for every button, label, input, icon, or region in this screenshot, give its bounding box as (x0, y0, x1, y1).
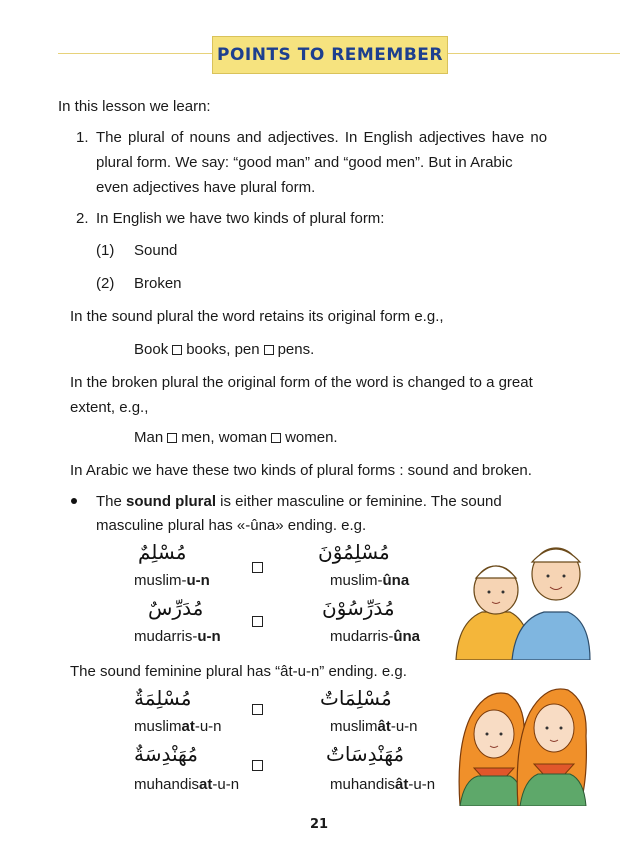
arrow-box-icon (252, 760, 263, 771)
intro-text: In this lesson we learn: (58, 98, 211, 115)
point1-line1: The plural of nouns and adjectives. In English adjectives have no (96, 129, 548, 146)
transliteration-singular: muslim-u-n (134, 572, 210, 589)
example-broken (134, 428, 338, 448)
arrow-box-icon (271, 433, 281, 443)
broken-line1: In the broken plural the original form of the word is changed to a great (70, 374, 533, 391)
sound-plural-term: sound plural (126, 493, 217, 510)
page-title: POINTS TO REMEMBER (217, 45, 443, 65)
transliteration-plural: muhandisât-u-n (330, 776, 436, 793)
header-rule-left (58, 53, 212, 54)
sound-definition-line2: masculine plural has «-ûna» ending. e.g. (96, 517, 367, 534)
point1-number: 1. (76, 129, 89, 146)
sound-definition-line1: The sound plural is either masculine or feminine. The sound (96, 493, 502, 510)
header-rule-right (448, 53, 620, 54)
example-broken-b: men, woman (181, 429, 268, 446)
kind1-number: (1) (96, 242, 115, 259)
arabic-plural-word: مُسْلِمَاتٌ (320, 686, 392, 710)
point2-text: In English we have two kinds of plural form: (96, 210, 385, 227)
transliteration-plural: mudarris-ûna (330, 628, 421, 645)
example-sound (134, 340, 314, 360)
girls-illustration (452, 668, 592, 806)
arrow-box-icon (252, 562, 263, 573)
arrow-box-icon (167, 433, 177, 443)
transliteration-singular: muhandisat-u-n (134, 776, 240, 793)
boys-illustration (452, 532, 592, 660)
arrow-box-icon (252, 704, 263, 715)
kind2-number: (2) (96, 275, 115, 292)
kind1-label: Sound (134, 242, 178, 259)
example-broken-c: women. (285, 429, 338, 446)
arabic-plural-word: مُدَرِّسُوْنَ (322, 596, 395, 620)
arrow-box-icon (172, 345, 182, 355)
feminine-intro: The sound feminine plural has “ât-u-n” ending. e.g. (70, 663, 407, 680)
page-title-banner (212, 36, 448, 74)
broken-line2: extent, e.g., (70, 399, 149, 416)
example-broken-a: Man (134, 429, 164, 446)
point1-line2: plural form. We say: “good man” and “good men”. But in Arabic (96, 154, 513, 171)
arrow-box-icon (252, 616, 263, 627)
transliteration-plural: muslim-ûna (330, 572, 410, 589)
arabic-plural-word: مُهَنْدِسَاتٌ (326, 742, 405, 766)
arrow-box-icon (264, 345, 274, 355)
page-number: 21 (309, 817, 329, 832)
arabic-singular-word: مُسْلِمَةٌ (134, 686, 192, 710)
arabic-singular-word: مُدَرِّسٌ (148, 596, 204, 620)
point1-line3: even adjectives have plural form. (96, 179, 316, 196)
transliteration-singular: mudarris-u-n (134, 628, 221, 645)
sound-intro: In the sound plural the word retains its original form e.g., (70, 308, 444, 325)
bullet-icon (71, 498, 77, 504)
arabic-plural-word: مُسْلِمُوْنَ (318, 540, 390, 564)
example-sound-b: books, pen (186, 341, 260, 358)
transliteration-plural: muslimât-u-n (330, 718, 418, 735)
arabic-kinds-text: In Arabic we have these two kinds of plural forms : sound and broken. (70, 462, 532, 479)
transliteration-singular: muslimat-u-n (134, 718, 222, 735)
kind2-label: Broken (134, 275, 182, 292)
arabic-singular-word: مُهَنْدِسَةٌ (134, 742, 198, 766)
point2-number: 2. (76, 210, 89, 227)
example-sound-c: pens. (277, 341, 315, 358)
example-sound-a: Book (134, 341, 169, 358)
arabic-singular-word: مُسْلِمٌ (138, 540, 187, 564)
